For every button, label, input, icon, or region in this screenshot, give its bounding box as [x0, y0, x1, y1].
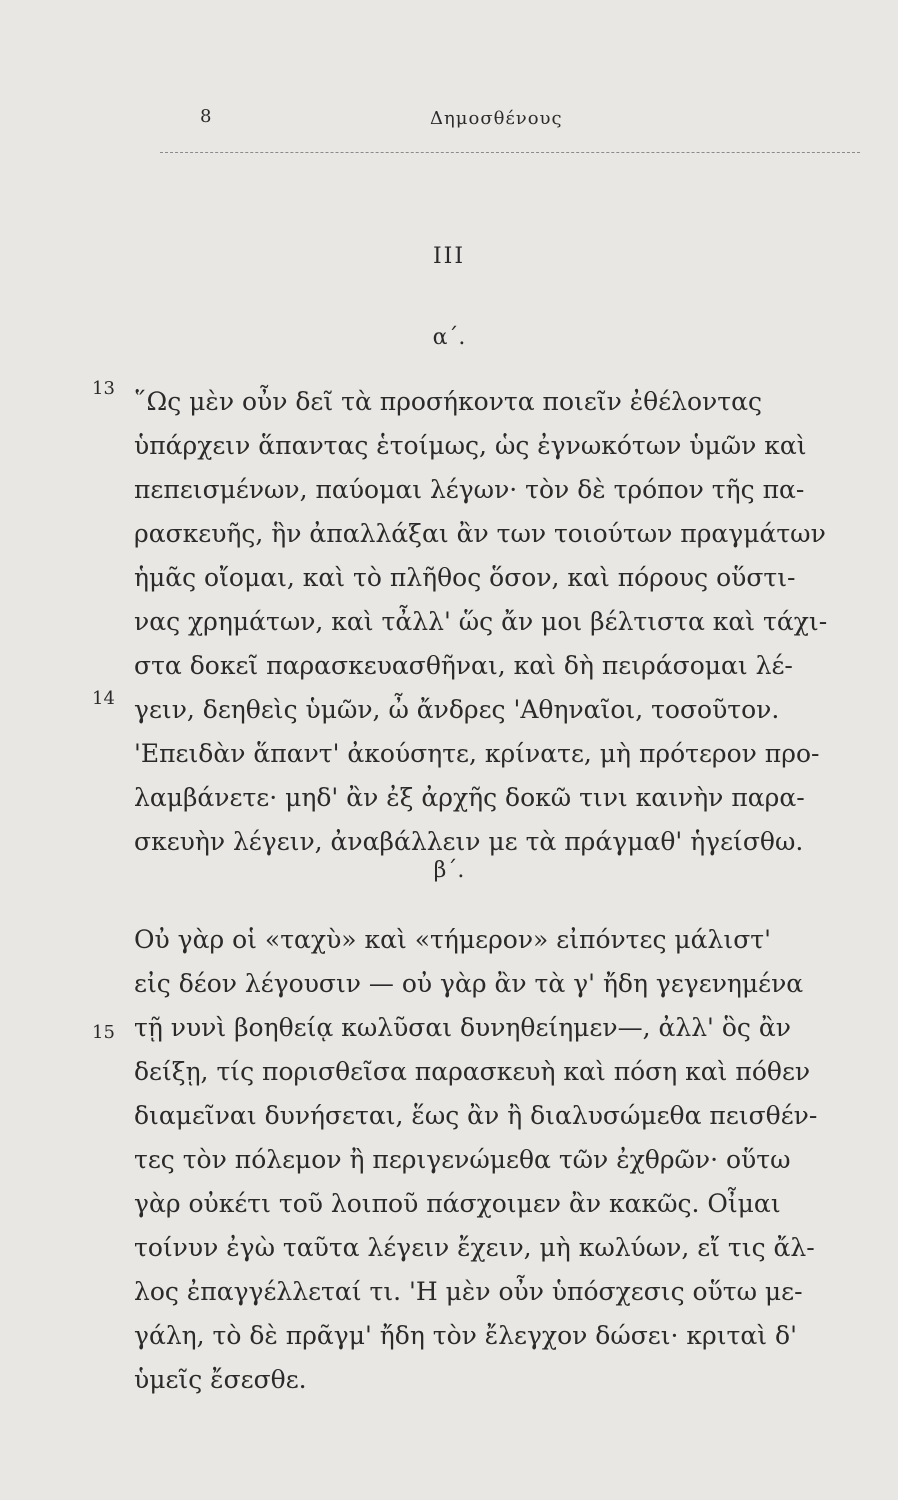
text-line: τοίνυν ἐγὼ ταῦτα λέγειν ἔχειν, μὴ κωλύων, εἴ τις ἄλ-	[134, 1233, 815, 1262]
text-line: δείξῃ, τίς πορισθεῖσα παρασκευὴ καὶ πόση καὶ πόθεν	[134, 1057, 811, 1086]
text-line: 'Επειδὰν ἅπαντ' ἀκούσητε, κρίνατε, μὴ πρότερον προ-	[134, 739, 820, 768]
page-number: 8	[200, 106, 212, 127]
text-line: στα δοκεῖ παρασκευασθῆναι, καὶ δὴ πειράσομαι λέ-	[134, 651, 793, 680]
text-line: πεπεισμένων, παύομαι λέγων· τὸν δὲ τρόπον τῆς πα-	[134, 475, 805, 504]
margin-number-14: 14	[92, 688, 115, 709]
paragraph-1	[134, 380, 854, 864]
page-header	[0, 100, 898, 140]
paragraph-2	[134, 918, 854, 1402]
running-head: Δημοσθένους	[430, 108, 563, 129]
text-line: νας χρημάτων, καὶ τἆλλ' ὥς ἄν μοι βέλτιστα καὶ τάχι-	[134, 607, 828, 636]
text-line: Οὐ γὰρ οἱ «ταχὺ» καὶ «τήμερον» εἰπόντες μάλιστ'	[134, 925, 771, 954]
text-line: διαμεῖναι δυνήσεται, ἕως ἂν ἢ διαλυσώμεθα πεισθέν-	[134, 1101, 818, 1130]
text-line: ῞Ως μὲν οὖν δεῖ τὰ προσήκοντα ποιεῖν ἐθέλοντας	[134, 387, 762, 416]
text-line: γειν, δεηθεὶς ὑμῶν, ὦ ἄνδρες 'Αθηναῖοι, τοσοῦτον.	[134, 695, 780, 724]
text-line: τῇ νυνὶ βοηθείᾳ κωλῦσαι δυνηθείημεν—, ἀλλ' ὃς ἂν	[134, 1013, 791, 1042]
text-line: γὰρ οὐκέτι τοῦ λοιποῦ πάσχοιμεν ἂν κακῶς. Οἶμαι	[134, 1189, 781, 1218]
subsection-beta-heading: β΄.	[433, 858, 465, 883]
text-line: λος ἐπαγγέλλεταί τι. 'Η μὲν οὖν ὑπόσχεσις οὕτω με-	[134, 1277, 803, 1306]
text-line: ἡμᾶς οἴομαι, καὶ τὸ πλῆθος ὅσον, καὶ πόρους οὕστι-	[134, 563, 796, 592]
header-rule	[160, 152, 860, 153]
section-numeral: III	[432, 244, 466, 269]
text-line: εἰς δέον λέγουσιν — οὐ γὰρ ἂν τὰ γ' ἤδη γεγενημένα	[134, 969, 804, 998]
text-line: ρασκευῆς, ἣν ἀπαλλάξαι ἂν των τοιούτων πραγμάτων	[134, 519, 826, 548]
margin-number-13: 13	[92, 378, 115, 399]
text-line: τες τὸν πόλεμον ἢ περιγενώμεθα τῶν ἐχθρῶν· οὕτω	[134, 1145, 791, 1174]
margin-number-15: 15	[92, 1022, 115, 1043]
text-line: ὑπάρχειν ἅπαντας ἑτοίμως, ὡς ἐγνωκότων ὑμῶν καὶ	[134, 431, 807, 460]
text-line: λαμβάνετε· μηδ' ἂν ἐξ ἀρχῆς δοκῶ τινι καινὴν παρα-	[134, 783, 805, 812]
text-line: γάλη, τὸ δὲ πρᾶγμ' ἤδη τὸν ἔλεγχον δώσει· κριταὶ δ'	[134, 1321, 797, 1350]
text-line: ὑμεῖς ἔσεσθε.	[134, 1365, 307, 1394]
subsection-alpha-heading: α΄.	[432, 325, 466, 350]
text-line: σκευὴν λέγειν, ἀναβάλλειν με τὰ πράγμαθ' ἡγείσθω.	[134, 827, 804, 856]
